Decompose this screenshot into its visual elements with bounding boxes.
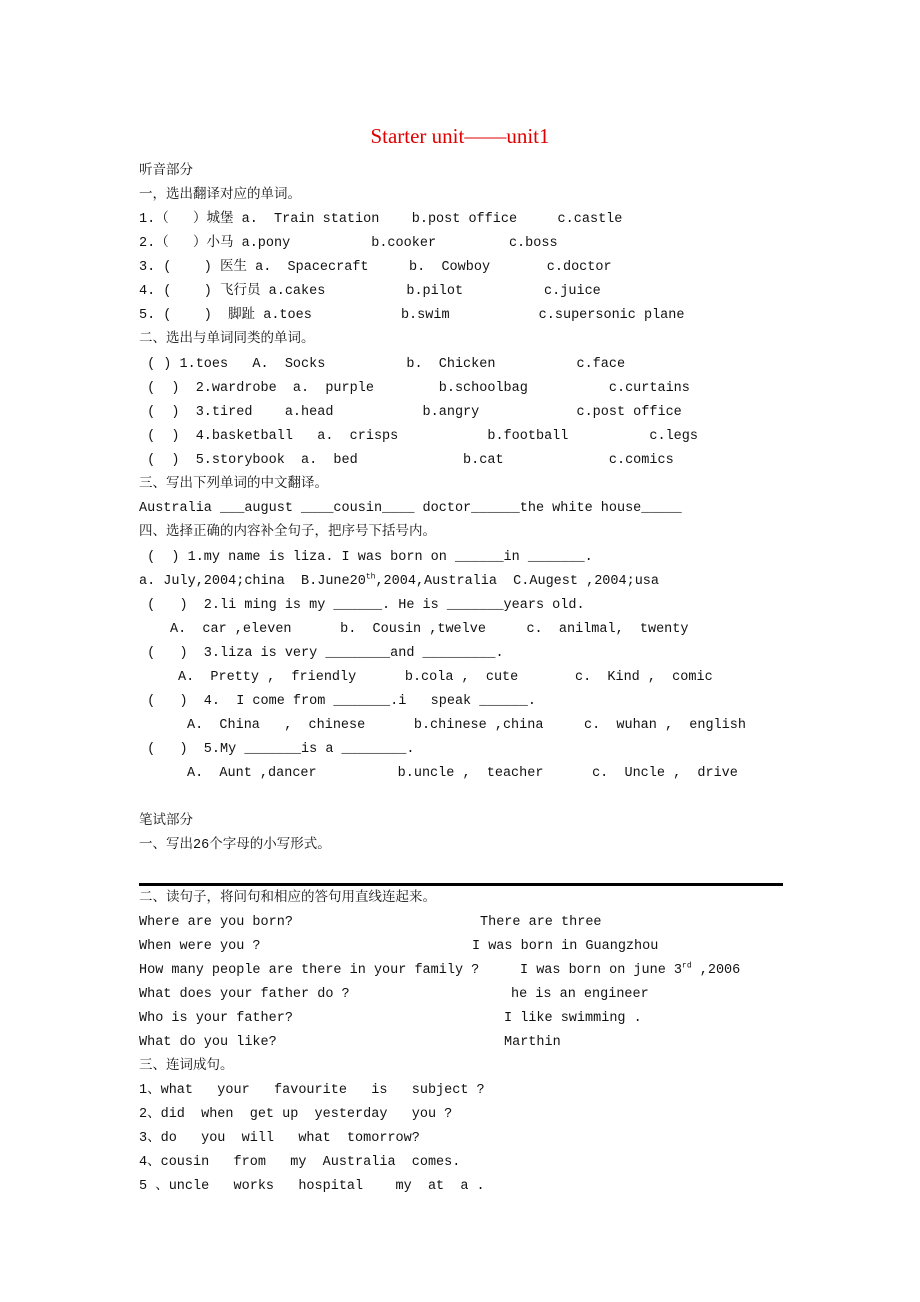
listening-s4-heading: 四、选择正确的内容补全句子，把序号下括号内。 — [139, 525, 436, 540]
sentence-item: 3、do you will what tomorrow? — [139, 1131, 420, 1146]
worksheet-title: Starter unit——unit1 — [370, 124, 550, 148]
question-line: ( ) 5.My _______is a ________. — [139, 742, 415, 757]
options-line: A. Pretty , friendly b.cola , cute c. Kind , comic — [178, 670, 713, 685]
question-line: ( ) 3.tired a.head b.angry c.post office — [139, 405, 682, 420]
translation-line: Australia ___august ____cousin____ doctor______the white house_____ — [139, 501, 682, 516]
question-line: 3. ( ) 医生 a. Spacecraft b. Cowboy c.doctor — [139, 260, 612, 275]
option-text: ,2004,Australia C.Augest ,2004;usa — [375, 574, 659, 589]
question-line: 4. ( ) 飞行员 a.cakes b.pilot c.juice — [139, 284, 601, 299]
sentence-item: 4、cousin from my Australia comes. — [139, 1155, 461, 1170]
match-question: Who is your father? — [139, 1011, 293, 1026]
question-line: ( ) 1.toes A. Socks b. Chicken c.face — [139, 357, 626, 372]
question-line: ( ) 5.storybook a. bed b.cat c.comics — [139, 453, 674, 468]
options-line: A. China , chinese b.chinese ,china c. wuhan , english — [187, 718, 746, 733]
sentence-item: 2、did when get up yesterday you ? — [139, 1107, 453, 1122]
match-answer: There are three — [480, 915, 602, 930]
superscript: rd — [682, 961, 692, 971]
question-line: ( ) 2.li ming is my ______. He is _______years old. — [139, 598, 585, 613]
question-line: ( ) 1.my name is liza. I was born on ______in _______. — [139, 550, 593, 565]
match-question: What do you like? — [139, 1035, 277, 1050]
section-heading-listening: 听音部分 — [139, 164, 193, 179]
match-answer: Marthin — [504, 1035, 561, 1050]
options-line: A. car ,eleven b. Cousin ,twelve c. anilmal, twenty — [170, 622, 689, 637]
answer-text: ,2006 — [691, 963, 741, 978]
match-answer — [520, 962, 740, 980]
question-line: ( ) 4.basketball a. crisps b.football c.legs — [139, 429, 698, 444]
written-s2-heading: 二、读句子，将问句和相应的答句用直线连起来。 — [139, 891, 436, 906]
question-line: 5. ( ) 脚趾 a.toes b.swim c.supersonic plane — [139, 308, 685, 323]
question-line: ( ) 4. I come from _______.i speak ______. — [139, 694, 536, 709]
question-line: 2.（ ）小马 a.pony b.cooker c.boss — [139, 236, 558, 251]
option-text: a. July,2004;china B.June20 — [139, 574, 366, 589]
match-question: What does your father do ? — [139, 987, 350, 1002]
options-line — [139, 573, 659, 591]
match-question: When were you ? — [139, 939, 261, 954]
section-heading-written: 笔试部分 — [139, 814, 193, 829]
listening-s3-heading: 三、写出下列单词的中文翻译。 — [139, 477, 328, 492]
match-answer: I like swimming . — [504, 1011, 642, 1026]
written-s3-heading: 三、连词成句。 — [139, 1059, 234, 1074]
question-line: ( ) 2.wardrobe a. purple b.schoolbag c.curtains — [139, 381, 690, 396]
superscript: th — [365, 572, 376, 582]
listening-s1-heading: 一，选出翻译对应的单词。 — [139, 188, 301, 203]
sentence-item: 1、what your favourite is subject ? — [139, 1083, 485, 1098]
sentence-item: 5 、uncle works hospital my at a . — [139, 1179, 485, 1194]
match-answer: he is an engineer — [511, 987, 649, 1002]
options-line: A. Aunt ,dancer b.uncle , teacher c. Uncle , drive — [187, 766, 738, 781]
match-answer: I was born in Guangzhou — [472, 939, 659, 954]
listening-s2-heading: 二、选出与单词同类的单词。 — [139, 332, 315, 347]
question-line: ( ) 3.liza is very ________and _________. — [139, 646, 504, 661]
match-question: How many people are there in your family ? — [139, 963, 480, 978]
answer-line-divider — [139, 883, 783, 886]
written-s1-heading: 一、写出26个字母的小写形式。 — [139, 838, 331, 853]
match-question: Where are you born? — [139, 915, 293, 930]
answer-text: I was born on june 3 — [520, 963, 683, 978]
question-line: 1.（ ）城堡 a. Train station b.post office c.castle — [139, 212, 623, 227]
